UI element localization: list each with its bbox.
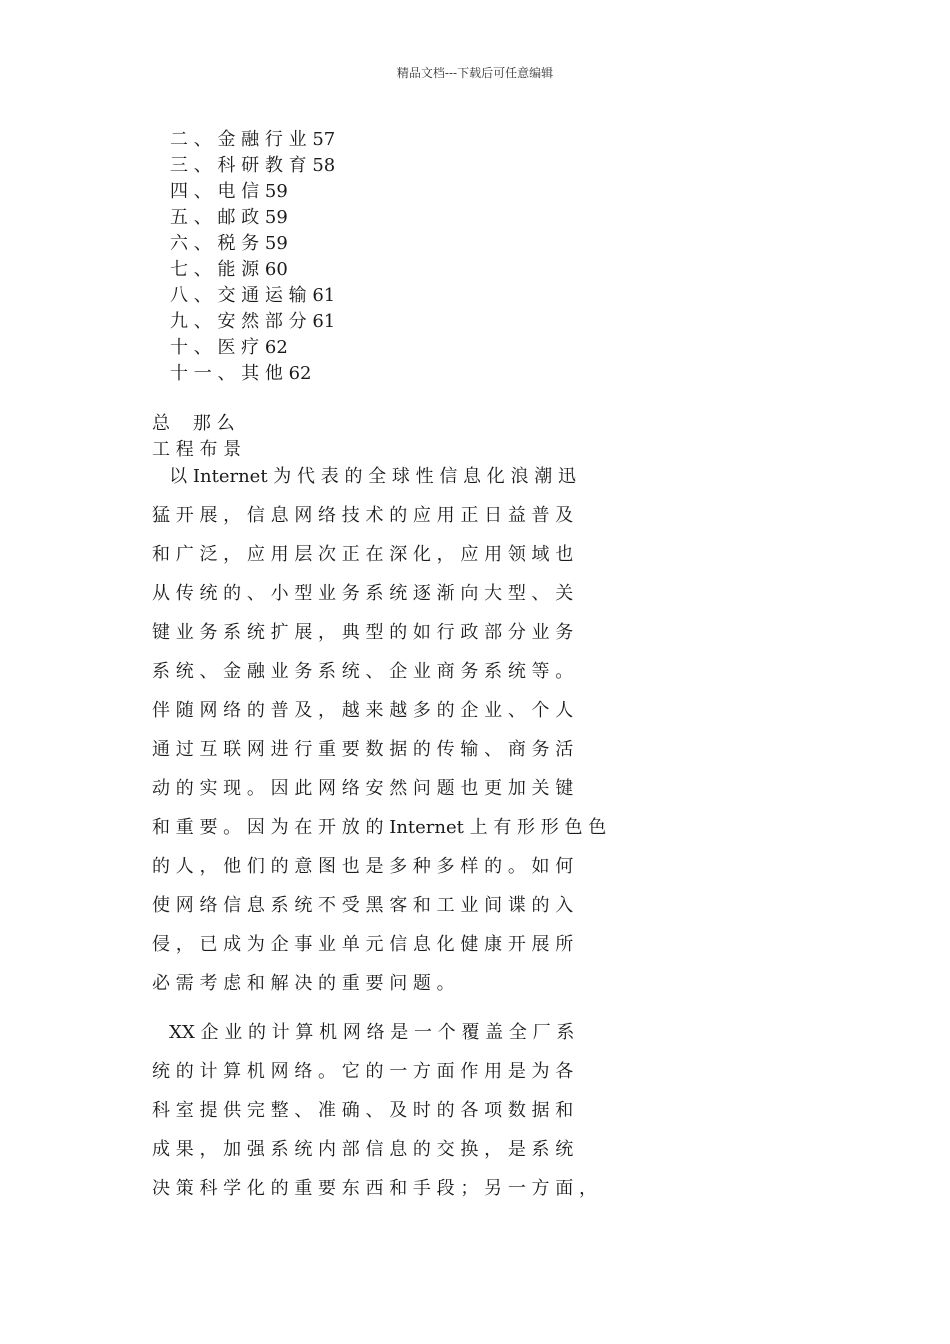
paragraph-line: 通 过 互 联 网 进 行 重 要 数 据 的 传 输 、 商 务 活 <box>152 739 574 760</box>
paragraph-line: 成 果 ， 加 强 系 统 内 部 信 息 的 交 换 ， 是 系 统 <box>152 1139 574 1160</box>
paragraph-line: 使 网 络 信 息 系 统 不 受 黑 客 和 工 业 间 谍 的 入 <box>152 895 574 916</box>
page-header: 精品文档---下载后可任意编辑 <box>396 66 554 80</box>
toc-entry: 十 一 、 其 他 62 <box>170 363 312 384</box>
toc-entry: 六 、 税 务 59 <box>170 233 288 254</box>
toc-entry: 二 、 金 融 行 业 57 <box>170 129 336 150</box>
toc-entry: 三 、 科 研 教 育 58 <box>170 155 336 176</box>
paragraph-line: XX 企 业 的 计 算 机 网 络 是 一 个 覆 盖 全 厂 系 <box>152 1022 575 1043</box>
paragraph-line: 侵 ， 已 成 为 企 事 业 单 元 信 息 化 健 康 开 展 所 <box>152 934 574 955</box>
table-of-contents <box>170 127 335 387</box>
paragraph-line: 科 室 提 供 完 整 、 准 确 、 及 时 的 各 项 数 据 和 <box>152 1100 574 1121</box>
toc-entry: 八 、 交 通 运 输 61 <box>170 285 336 306</box>
paragraph-line: 以 Internet 为 代 表 的 全 球 性 信 息 化 浪 潮 迅 <box>152 466 576 487</box>
toc-entry: 七 、 能 源 60 <box>170 259 288 280</box>
section-heading: 总 那 么 <box>152 413 235 434</box>
paragraph-line: 统 的 计 算 机 网 络 。 它 的 一 方 面 作 用 是 为 各 <box>152 1061 574 1082</box>
paragraph-line: 伴 随 网 络 的 普 及 ， 越 来 越 多 的 企 业 、 个 人 <box>152 700 574 721</box>
subsection-heading: 工 程 布 景 <box>152 439 242 460</box>
paragraph-line: 的 人 ， 他 们 的 意 图 也 是 多 种 多 样 的 。 如 何 <box>152 856 574 877</box>
paragraph-line: 从 传 统 的 、 小 型 业 务 系 统 逐 渐 向 大 型 、 关 <box>152 583 574 604</box>
toc-entry: 九 、 安 然 部 分 61 <box>170 311 336 332</box>
paragraph-line: 决 策 科 学 化 的 重 要 东 西 和 手 段 ； 另 一 方 面 ， <box>152 1178 597 1199</box>
toc-entry: 十 、 医 疗 62 <box>170 337 288 358</box>
paragraph-line: 系 统 、 金 融 业 务 系 统 、 企 业 商 务 系 统 等 。 <box>152 661 574 682</box>
paragraph-line: 和 重 要 。 因 为 在 开 放 的 Internet 上 有 形 形 色 色 <box>152 817 607 838</box>
paragraph-line: 必 需 考 虑 和 解 决 的 重 要 问 题 。 <box>152 973 455 994</box>
paragraph-line: 和 广 泛 ， 应 用 层 次 正 在 深 化 ， 应 用 领 域 也 <box>152 544 574 565</box>
paragraph-line: 猛 开 展 ， 信 息 网 络 技 术 的 应 用 正 日 益 普 及 <box>152 505 574 526</box>
paragraph-line: 动 的 实 现 。 因 此 网 络 安 然 问 题 也 更 加 关 键 <box>152 778 574 799</box>
body-paragraph <box>152 457 802 1003</box>
toc-entry: 五 、 邮 政 59 <box>170 207 288 228</box>
body-paragraph <box>152 1013 802 1208</box>
toc-entry: 四 、 电 信 59 <box>170 181 288 202</box>
paragraph-line: 键 业 务 系 统 扩 展 ， 典 型 的 如 行 政 部 分 业 务 <box>152 622 574 643</box>
